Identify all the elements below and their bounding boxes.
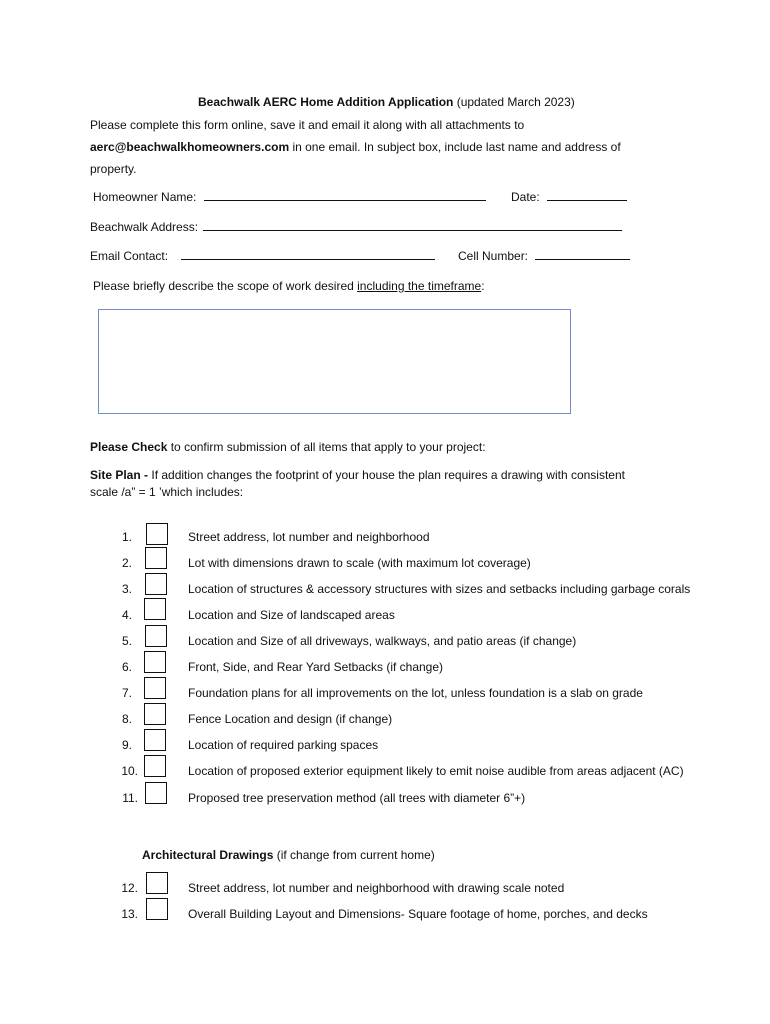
item-number: 8. — [121, 712, 132, 726]
site-plan-line-2: scale /a” = 1 ’which includes: — [90, 485, 244, 499]
checkbox-item-9[interactable] — [144, 729, 166, 751]
intro-line-3: property. — [90, 162, 137, 176]
scope-prompt-start: Please briefly describe the scope of work desired — [93, 279, 358, 293]
intro-line-2-rest: in one email. In subject box, include last name and address of — [289, 140, 621, 154]
checkbox-item-11[interactable] — [145, 782, 167, 804]
checklist-item-7: Foundation plans for all improvements on the lot, unless foundation is a slab on grade — [188, 686, 643, 700]
email-field — [90, 249, 435, 263]
email-input[interactable] — [181, 249, 435, 260]
checkbox-item-5[interactable] — [145, 625, 167, 647]
address-field — [90, 220, 622, 234]
submission-email[interactable]: aerc@beachwalkhomeowners.com — [90, 140, 290, 154]
item-number: 13. — [121, 907, 138, 921]
site-plan-heading — [90, 468, 625, 482]
homeowner-name-label: Homeowner Name: — [93, 190, 197, 204]
checklist-item-4: Location and Size of landscaped areas — [188, 608, 395, 622]
site-plan-line-1: If addition changes the footprint of your house the plan requires a drawing with consistent — [151, 468, 625, 482]
date-input[interactable] — [547, 190, 627, 201]
form-title-bold: Beachwalk AERC Home Addition Application — [198, 95, 454, 109]
item-number: 4. — [121, 608, 132, 622]
item-number: 12. — [121, 881, 138, 895]
item-number: 9. — [121, 738, 132, 752]
checklist-item-1: Street address, lot number and neighborhood — [188, 530, 430, 544]
site-plan-bold: Site Plan - — [90, 468, 152, 482]
checklist-item-9: Location of required parking spaces — [188, 738, 379, 752]
scope-prompt-end: : — [481, 279, 485, 293]
email-label: Email Contact: — [90, 249, 169, 263]
checkbox-item-12[interactable] — [146, 872, 168, 894]
intro-line-2 — [90, 140, 621, 154]
scope-prompt — [93, 279, 485, 293]
address-input[interactable] — [203, 220, 622, 231]
checklist-item-13: Overall Building Layout and Dimensions- Square footage of home, porches, and decks — [188, 907, 648, 921]
item-number: 6. — [121, 660, 132, 674]
item-number: 10. — [121, 764, 138, 778]
check-instruction — [90, 440, 486, 454]
checkbox-item-2[interactable] — [145, 547, 167, 569]
item-number: 2. — [121, 556, 132, 570]
cell-field — [458, 249, 630, 263]
checklist-item-6: Front, Side, and Rear Yard Setbacks (if change) — [188, 660, 444, 674]
date-label: Date: — [511, 190, 540, 204]
checkbox-item-8[interactable] — [144, 703, 166, 725]
checklist-item-2: Lot with dimensions drawn to scale (with maximum lot coverage) — [188, 556, 531, 570]
checkbox-item-10[interactable] — [144, 755, 166, 777]
scope-prompt-underlined: including the timeframe — [357, 279, 482, 293]
homeowner-name-field — [93, 190, 486, 204]
checkbox-item-1[interactable] — [146, 523, 168, 545]
homeowner-name-input[interactable] — [204, 190, 486, 201]
check-instruction-rest: to confirm submission of all items that apply to your project: — [167, 440, 486, 454]
address-label: Beachwalk Address: — [90, 220, 199, 234]
item-number: 5. — [121, 634, 132, 648]
form-title-updated: (updated March 2023) — [453, 95, 575, 109]
item-number: 11. — [122, 791, 138, 805]
item-number: 1. — [121, 530, 132, 544]
form-title — [198, 95, 575, 109]
checklist-item-11: Proposed tree preservation method (all trees with diameter 6”+) — [188, 791, 526, 805]
intro-line-1: Please complete this form online, save it and email it along with all attachments to — [90, 118, 525, 132]
cell-input[interactable] — [535, 249, 630, 260]
checkbox-item-3[interactable] — [145, 573, 167, 595]
architectural-heading — [142, 848, 435, 862]
item-number: 7. — [121, 686, 132, 700]
check-instruction-bold: Please Check — [90, 440, 168, 454]
item-number: 3. — [121, 582, 132, 596]
scope-textarea[interactable] — [98, 309, 571, 414]
checkbox-item-13[interactable] — [146, 898, 168, 920]
architectural-rest: (if change from current home) — [273, 848, 435, 862]
architectural-bold: Architectural Drawings — [142, 848, 274, 862]
checklist-item-3: Location of structures & accessory structures with sizes and setbacks including garbage corals — [188, 582, 691, 596]
date-field — [511, 190, 627, 204]
checkbox-item-4[interactable] — [144, 598, 166, 620]
checklist-item-8: Fence Location and design (if change) — [188, 712, 393, 726]
cell-label: Cell Number: — [458, 249, 529, 263]
checklist-item-12: Street address, lot number and neighborhood with drawing scale noted — [188, 881, 565, 895]
checkbox-item-6[interactable] — [144, 651, 166, 673]
checklist-item-5: Location and Size of all driveways, walkways, and patio areas (if change) — [188, 634, 577, 648]
checklist-item-10: Location of proposed exterior equipment likely to emit noise audible from areas adjacent (AC) — [188, 764, 684, 778]
checkbox-item-7[interactable] — [144, 677, 166, 699]
